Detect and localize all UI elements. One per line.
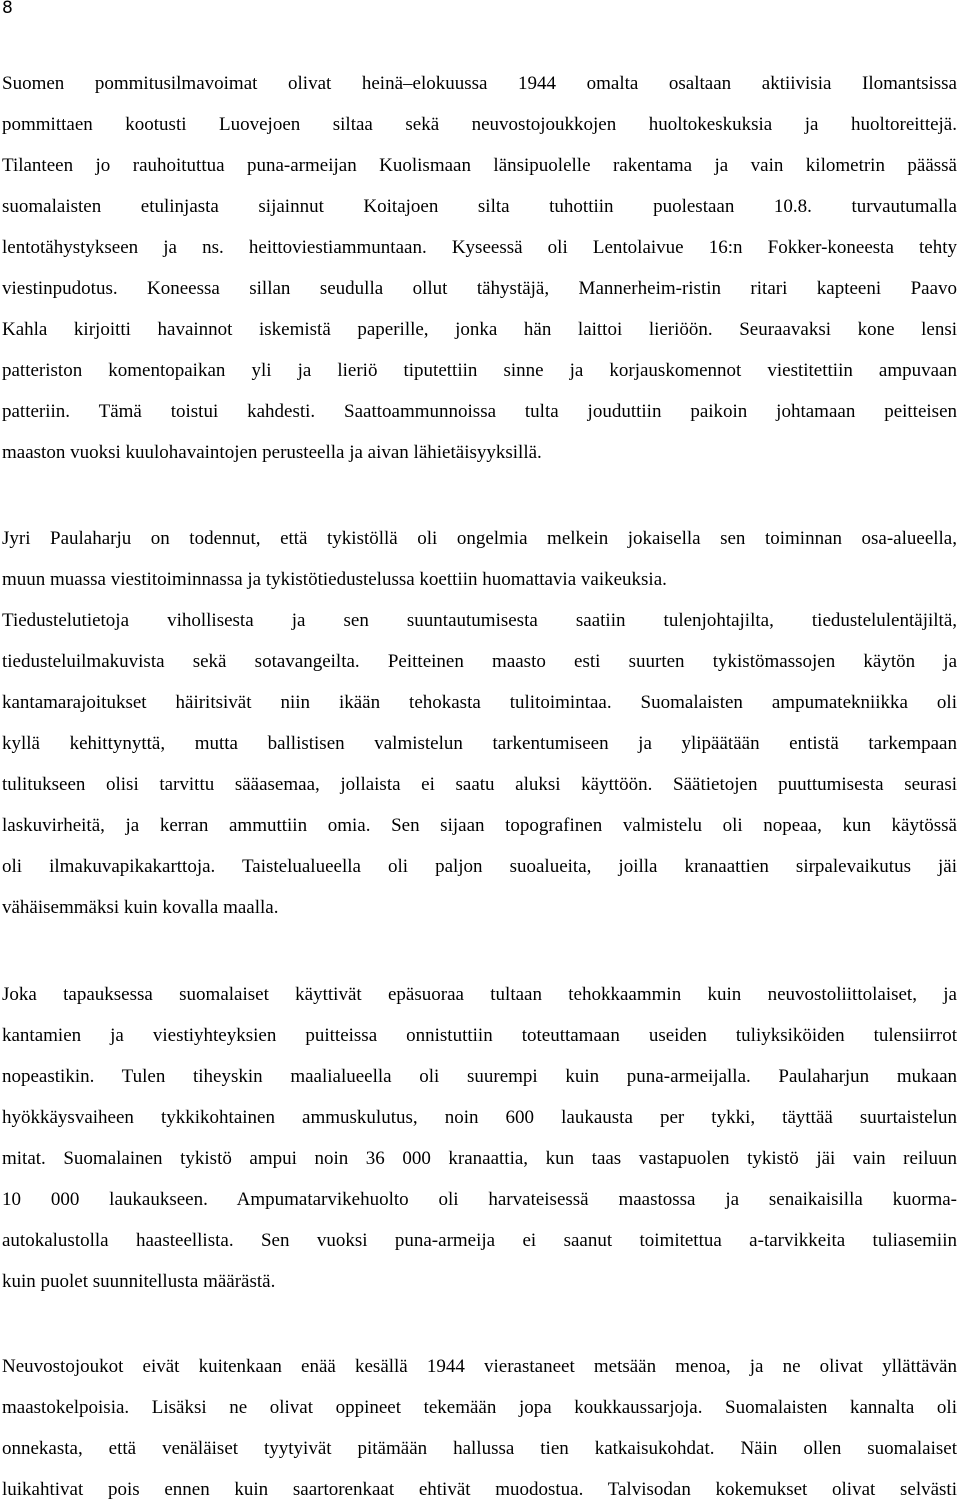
text-line: Jyri Paulaharju on todennut, että tykistöllä oli ongelmia melkein jokaisella sen toiminnan osa-alueella, xyxy=(2,528,957,549)
text-line: Neuvostojoukot eivät kuitenkaan enää kesällä 1944 vierastaneet metsään menoa, ja ne olivat yllättävän xyxy=(2,1356,957,1377)
text-line: Tilanteen jo rauhoituttua puna-armeijan Kuolismaan länsipuolelle rakentama ja vain kilometrin päässä xyxy=(2,155,957,176)
text-line: kuin puolet suunnitellusta määrästä. xyxy=(2,1271,276,1292)
text-line: Suomen pommitusilmavoimat olivat heinä–elokuussa 1944 omalta osaltaan aktiivisia Ilomantsissa xyxy=(2,73,957,94)
text-line: maastokelpoisia. Lisäksi ne olivat oppineet tekemään jopa koukkaussarjoja. Suomalaisten kannalta oli xyxy=(2,1397,957,1418)
paragraph-4 xyxy=(2,1346,957,1510)
text-line: patteriin. Tämä toistui kahdesti. Saattoammunnoissa tulta jouduttiin paikoin johtamaan peitteisen xyxy=(2,401,957,422)
text-line: onnekasta, että venäläiset tyytyivät pitämään hallussa tien katkaisukohdat. Näin ollen suomalaiset xyxy=(2,1438,957,1459)
text-line: Kahla kirjoitti havainnot iskemistä paperille, jonka hän laittoi lieriöön. Seuraavaksi kone lensi xyxy=(2,319,957,340)
text-line: Joka tapauksessa suomalaiset käyttivät epäsuoraa tultaan tehokkaammin kuin neuvostoliittolaiset, ja xyxy=(2,984,957,1005)
paragraph-2 xyxy=(2,518,957,928)
text-line: hyökkäysvaiheen tykkikohtainen ammuskulutus, noin 600 laukausta per tykki, täyttää suurtaistelun xyxy=(2,1107,957,1128)
text-line: tulitukseen olisi tarvittu sääasemaa, jollaista ei saatu aluksi käyttöön. Säätietojen puuttumisesta seurasi xyxy=(2,774,957,795)
text-line: autokalustolla haasteellista. Sen vuoksi puna-armeija ei saanut toimitettua a-tarvikkeita tuliasemiin xyxy=(2,1230,957,1251)
text-line: lentotähystykseen ja ns. heittoviestiammuntaan. Kyseessä oli Lentolaivue 16:n Fokker-koneesta tehty xyxy=(2,237,957,258)
text-line: Tiedustelutietoja vihollisesta ja sen suuntautumisesta saatiin tulenjohtajilta, tiedustelulentäjiltä, xyxy=(2,610,957,631)
paragraph-3 xyxy=(2,974,957,1302)
text-line: patteriston komentopaikan yli ja lieriö tiputettiin sinne ja korjauskomennot viestitettiin ampuvaan xyxy=(2,360,957,381)
text-line: viestinpudotus. Koneessa sillan seudulla ollut tähystäjä, Mannerheim-ristin ritari kapteeni Paavo xyxy=(2,278,957,299)
text-line: nopeastikin. Tulen tiheyskin maalialueella oli suurempi kuin puna-armeijalla. Paulaharjun mukaan xyxy=(2,1066,957,1087)
page-number: 8 xyxy=(2,0,13,18)
paragraph-1 xyxy=(2,63,957,473)
text-line: muun muassa viestitoiminnassa ja tykistötiedustelussa koettiin huomattavia vaikeuksia. xyxy=(2,569,667,590)
text-line: luikahtivat pois ennen kuin saartorenkaat ehtivät muodostua. Talvisodan kokemukset olivat selvästi xyxy=(2,1479,957,1500)
text-line: 10 000 laukaukseen. Ampumatarvikehuolto oli harvateisessä maastossa ja senaikaisilla kuorma- xyxy=(2,1189,957,1210)
text-line: kyllä kehittynyttä, mutta ballistisen valmistelun tarkentumiseen ja ylipäätään entistä tarkempaan xyxy=(2,733,957,754)
text-line: suomalaisten etulinjasta sijainnut Koitajoen silta tuhottiin puolestaan 10.8. turvautumalla xyxy=(2,196,957,217)
text-line: mitat. Suomalainen tykistö ampui noin 36 000 kranaattia, kun taas vastapuolen tykistö jäi vain reiluun xyxy=(2,1148,957,1169)
text-line: oli ilmakuvapikakarttoja. Taistelualueella oli paljon suoalueita, joilla kranaattien sirpalevaikutus jäi xyxy=(2,856,957,877)
text-line: kantamarajoitukset häiritsivät niin ikään tehokasta tulitoimintaa. Suomalaisten ampumatekniikka oli xyxy=(2,692,957,713)
text-line: tiedusteluilmakuvista sekä sotavangeilta. Peitteinen maasto esti suurten tykistömassojen käytön ja xyxy=(2,651,957,672)
text-line: vähäisemmäksi kuin kovalla maalla. xyxy=(2,897,279,918)
text-line: pommittaen kootusti Luovejoen siltaa sekä neuvostojoukkojen huoltokeskuksia ja huoltoreittejä. xyxy=(2,114,957,135)
text-line: maaston vuoksi kuulohavaintojen perusteella ja aivan lähietäisyyksillä. xyxy=(2,442,542,463)
text-line: kantamien ja viestiyhteyksien puitteissa onnistuttiin toteuttamaan useiden tuliyksiköiden tulensiirrot xyxy=(2,1025,957,1046)
text-line: laskuvirheitä, ja kerran ammuttiin omia. Sen sijaan topografinen valmistelu oli nopeaa, kun käytössä xyxy=(2,815,957,836)
